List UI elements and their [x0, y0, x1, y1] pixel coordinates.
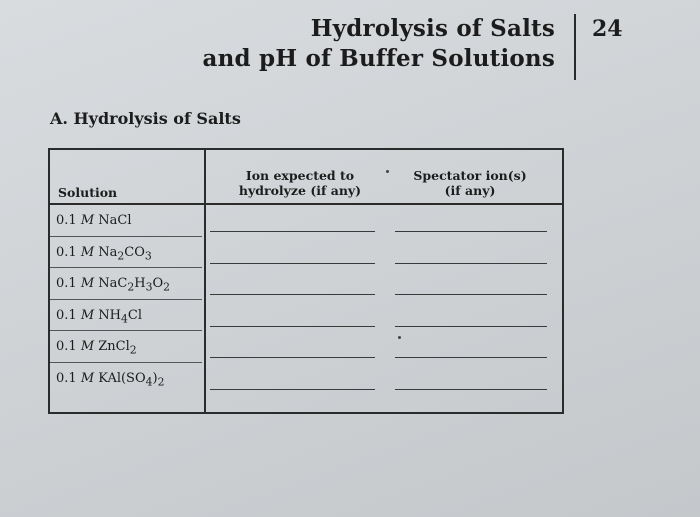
table-row	[50, 268, 202, 300]
salt-formula: ZnCl$_2$	[94, 339, 137, 357]
hydrolysis-table	[48, 148, 564, 414]
concentration: 0.1	[56, 370, 81, 386]
answer-blank-spectator-ions[interactable]	[395, 263, 547, 264]
answer-blank-ion-expected[interactable]	[210, 326, 375, 327]
answer-blank-spectator-ions[interactable]	[395, 357, 547, 358]
concentration: 0.1	[56, 244, 81, 260]
answer-blank-spectator-ions[interactable]	[395, 389, 547, 390]
answer-blank-spectator-ions[interactable]	[395, 294, 547, 295]
column-header-ion-line2: hydrolyze (if any)	[238, 183, 362, 198]
page-title-line1: Hydrolysis of Salts	[310, 15, 555, 42]
molarity-unit: M	[80, 307, 95, 323]
table-row	[50, 300, 202, 332]
column-header-spectator-line2: (if any)	[444, 183, 496, 198]
molarity-unit: M	[80, 213, 95, 228]
molarity-unit: M	[80, 370, 95, 386]
column-header-ion-line1: Ion expected to	[245, 168, 355, 183]
solution-list	[50, 205, 202, 394]
chapter-number: 24	[592, 16, 623, 42]
concentration: 0.1	[56, 276, 81, 291]
column-header-solution: Solution	[58, 185, 118, 200]
stray-mark	[386, 170, 389, 173]
column-divider	[204, 150, 206, 412]
molarity-unit: M	[80, 276, 95, 291]
column-header-spectator-line1: Spectator ion(s)	[413, 168, 527, 183]
salt-formula: $Na_2CO_3$	[94, 244, 152, 263]
title-divider	[574, 14, 576, 80]
salt-formula: $NaC_2H_3O_2$	[94, 276, 171, 294]
column-header-ion-expected	[225, 168, 375, 198]
answer-blank-ion-expected[interactable]	[210, 389, 375, 390]
answer-blank-ion-expected[interactable]	[210, 294, 375, 295]
salt-formula: $NH_4Cl$	[94, 307, 142, 326]
salt-formula: $KAl(SO_4)_2$	[94, 370, 165, 389]
table-row	[50, 363, 202, 395]
concentration: 0.1	[56, 213, 81, 228]
stray-mark	[398, 336, 401, 339]
molarity-unit: M	[80, 339, 95, 354]
answer-blank-spectator-ions[interactable]	[395, 326, 547, 327]
molarity-unit: M	[80, 244, 95, 260]
column-header-spectator-ions	[395, 168, 545, 198]
section-heading: A. Hydrolysis of Salts	[50, 109, 241, 128]
table-row	[50, 331, 202, 363]
answer-blank-ion-expected[interactable]	[210, 263, 375, 264]
concentration: 0.1	[56, 307, 81, 323]
answer-blank-ion-expected[interactable]	[210, 357, 375, 358]
answer-blank-ion-expected[interactable]	[210, 231, 375, 232]
page-title-line2: and pH of Buffer Solutions	[202, 45, 555, 72]
answer-blank-spectator-ions[interactable]	[395, 231, 547, 232]
table-row	[50, 237, 202, 269]
table-row	[50, 205, 202, 237]
salt-formula: NaCl	[94, 213, 132, 228]
concentration: 0.1	[56, 339, 81, 354]
